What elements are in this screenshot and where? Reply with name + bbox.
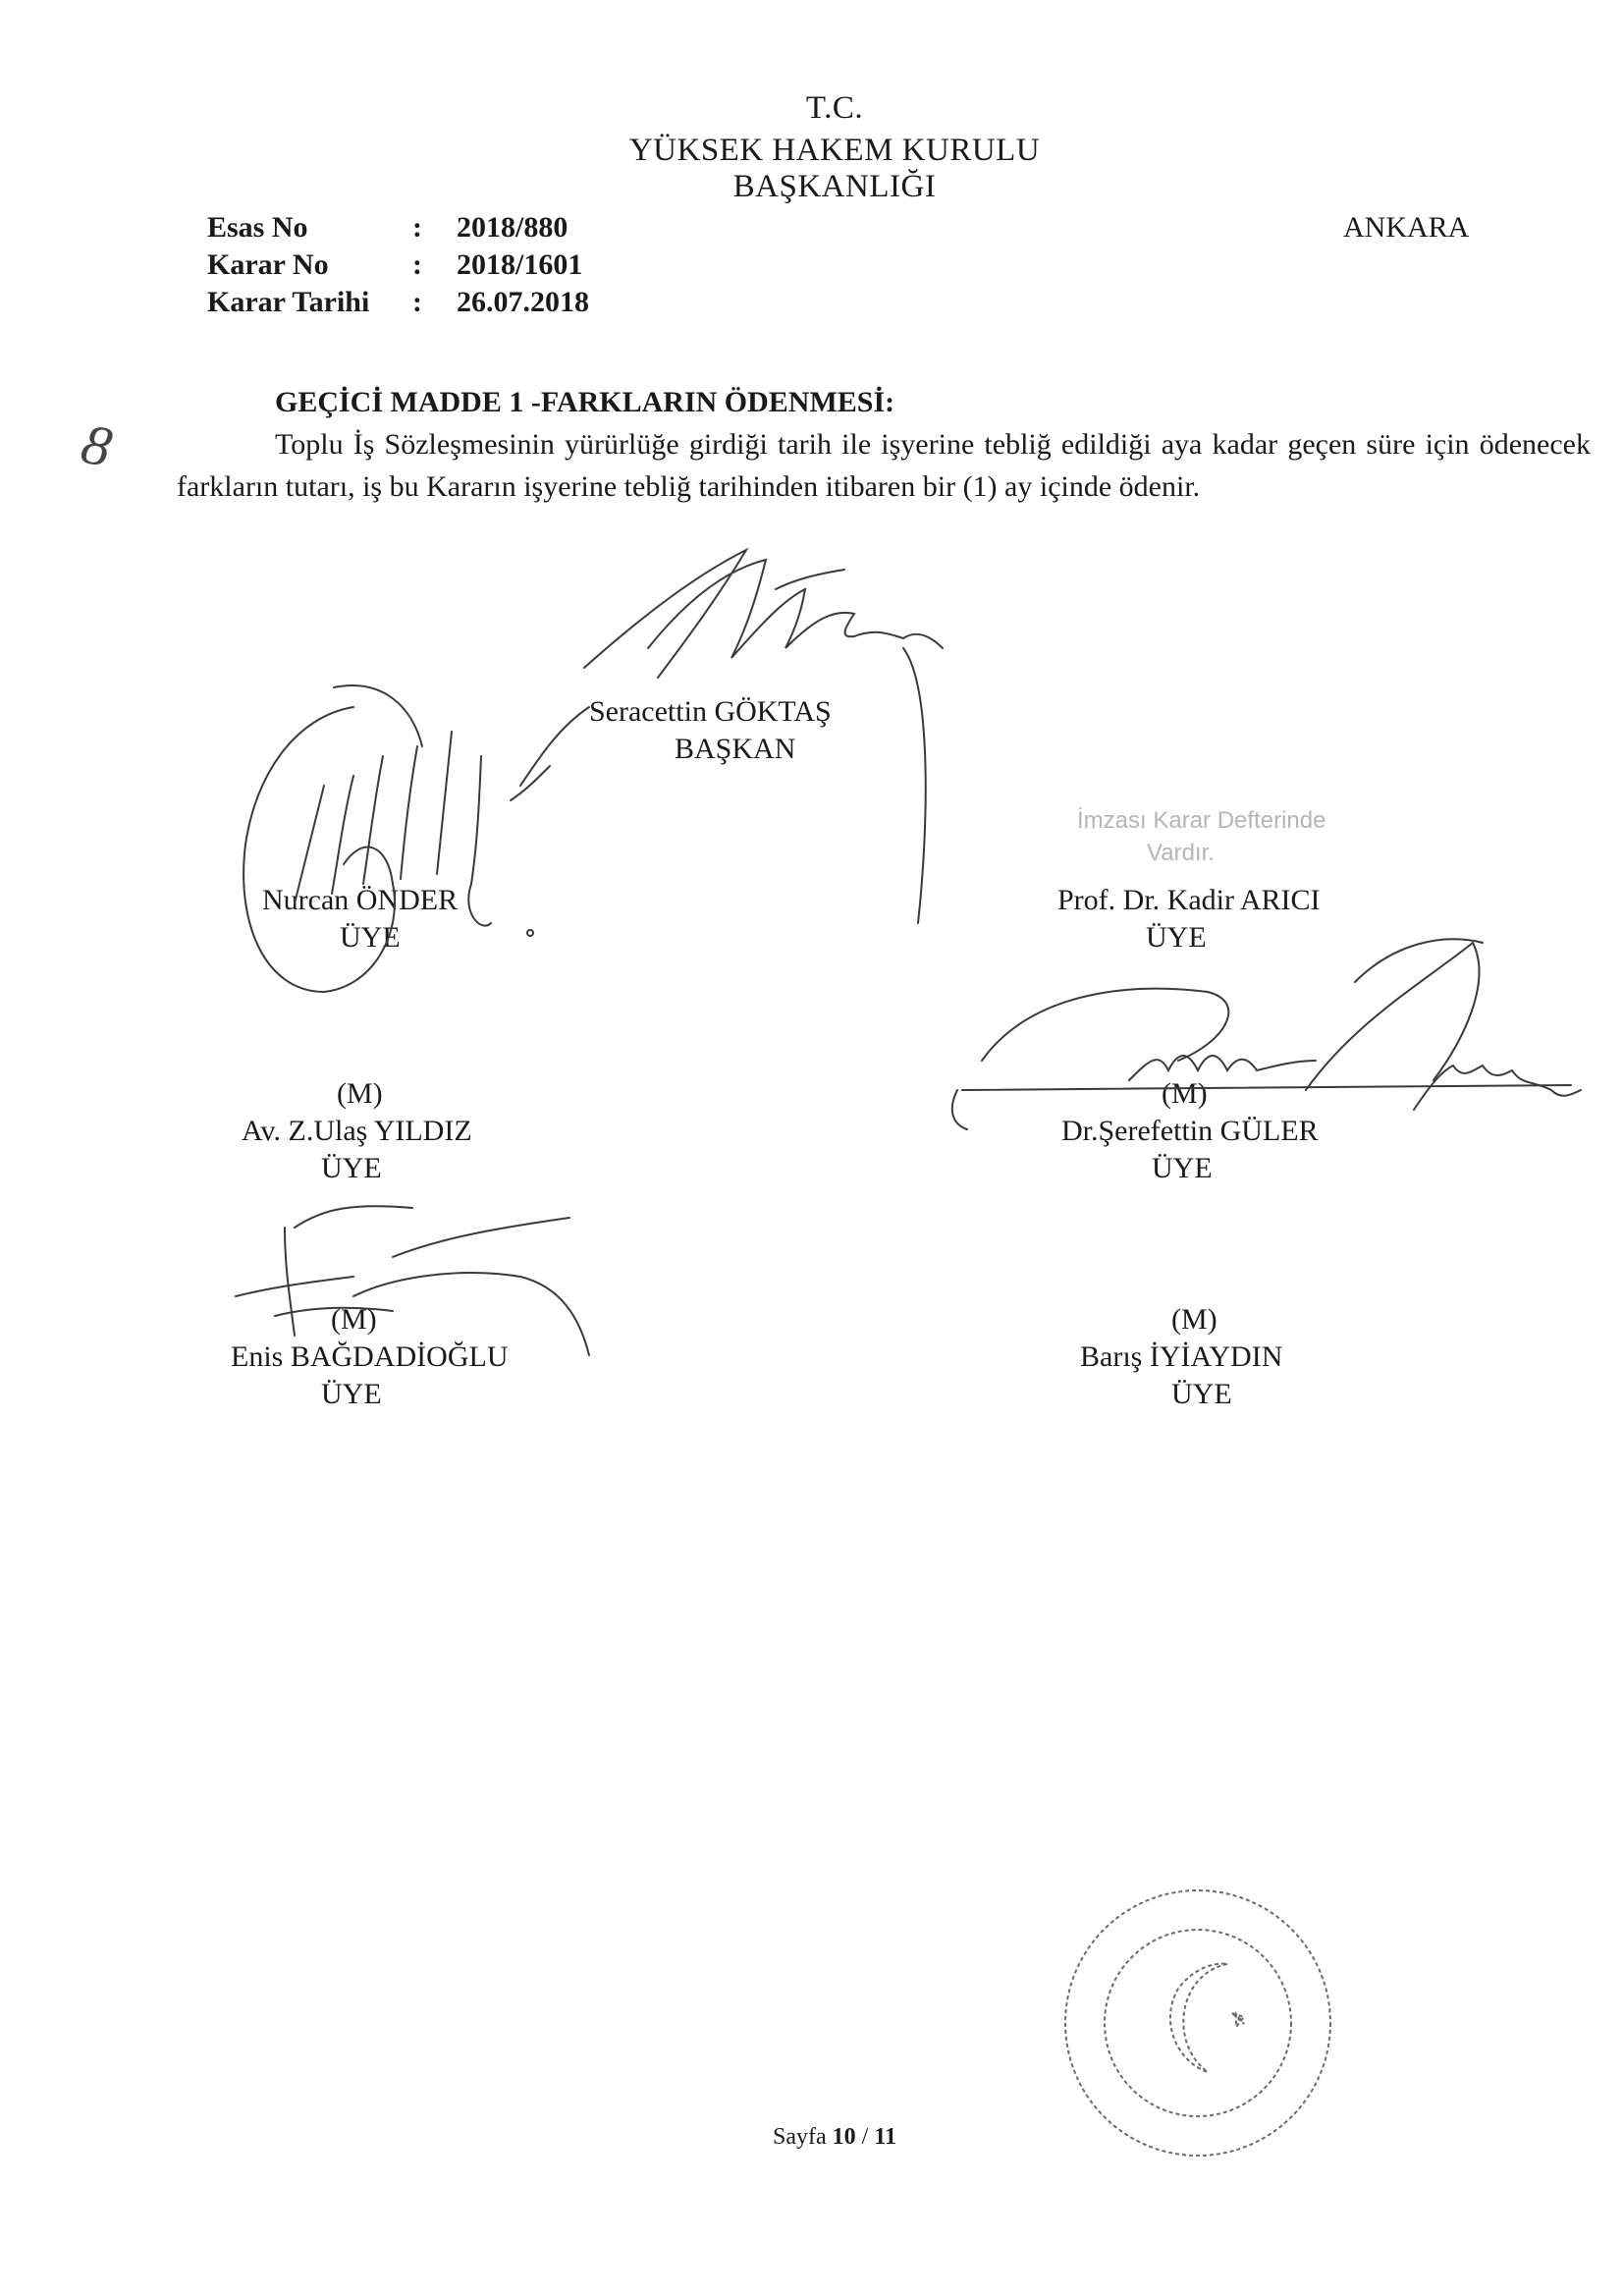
member4-role: ÜYE	[1152, 1152, 1213, 1184]
president-name: Seracettin GÖKTAŞ	[589, 695, 832, 728]
member4-mark: (M)	[1162, 1077, 1208, 1110]
member5-name: Enis BAĞDADİOĞLU	[231, 1340, 509, 1373]
member4-signature	[952, 939, 1581, 1129]
header-tc: T.C.	[805, 90, 864, 126]
esas-no-label: Esas No	[207, 211, 308, 244]
member5-role: ÜYE	[321, 1378, 382, 1410]
signature-in-register-stamp: İmzası Karar Defterinde	[1077, 807, 1326, 834]
karar-no-value: 2018/1601	[457, 248, 583, 281]
esas-no-value: 2018/880	[457, 211, 568, 244]
karar-tarihi-label: Karar Tarihi	[207, 286, 370, 318]
member3-mark: (M)	[337, 1077, 383, 1110]
signature-in-register-stamp-line2: Vardır.	[1147, 840, 1215, 866]
member3-role: ÜYE	[321, 1152, 382, 1184]
footer-page-total: 11	[874, 2124, 896, 2150]
member3-name: Av. Z.Ulaş YILDIZ	[242, 1115, 472, 1147]
article-title: GEÇİCİ MADDE 1 -FARKLARIN ÖDENMESİ:	[275, 386, 895, 418]
footer-page-number: 10	[832, 2124, 856, 2150]
city-label: ANKARA	[1343, 211, 1470, 244]
page-footer	[0, 2124, 1623, 2151]
footer-separator: /	[861, 2124, 869, 2150]
article-text: Toplu İş Sözleşmesinin yürürlüğe girdiği tarih ile işyerine tebliğ edildiği aya kadar geçen süre için ödenecek farkların tutarı, iş bu Kararın işyerine tebliğ tarihinden itibaren bir (1) ay içinde ödenir.	[177, 428, 1591, 503]
member1-name: Nurcan ÖNDER	[262, 884, 459, 916]
karar-tarihi-colon: :	[412, 286, 422, 318]
karar-no-colon: :	[412, 248, 422, 281]
member4-name: Dr.Şerefettin GÜLER	[1061, 1115, 1319, 1147]
member1-role: ÜYE	[340, 921, 401, 954]
member2-name: Prof. Dr. Kadir ARICI	[1057, 884, 1321, 916]
footer-prefix: Sayfa	[772, 2124, 827, 2150]
karar-no-label: Karar No	[207, 248, 329, 281]
member5-mark: (M)	[331, 1303, 377, 1336]
header-presidency: BAŞKANLIĞI	[732, 169, 937, 204]
esas-no-colon: :	[412, 211, 422, 244]
header-institution: YÜKSEK HAKEM KURULU	[628, 133, 1041, 168]
member5-signature	[236, 1206, 589, 1355]
margin-note: 8	[76, 410, 118, 480]
karar-tarihi-value: 26.07.2018	[457, 286, 589, 318]
member6-mark: (M)	[1171, 1303, 1217, 1336]
member2-role: ÜYE	[1146, 921, 1207, 954]
president-role: BAŞKAN	[675, 733, 796, 765]
member6-role: ÜYE	[1171, 1378, 1232, 1410]
official-seal	[1065, 1890, 1330, 2156]
member6-name: Barış İYİAYDIN	[1080, 1340, 1283, 1373]
